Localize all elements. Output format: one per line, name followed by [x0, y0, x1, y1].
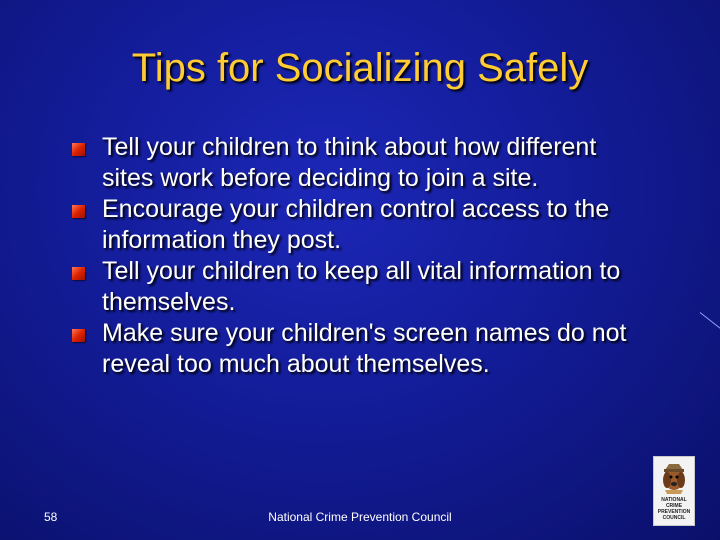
list-item	[72, 194, 632, 256]
square-bullet-icon	[72, 143, 85, 156]
dog-icon	[657, 460, 691, 494]
bullet-text: Encourage your children control access to the information they post.	[102, 195, 610, 254]
bullet-list	[72, 132, 632, 380]
logo-text: NATIONAL CRIME PREVENTION COUNCIL	[657, 497, 691, 521]
square-bullet-icon	[72, 205, 85, 218]
slide-title: Tips for Socializing Safely	[131, 46, 589, 90]
list-item	[72, 318, 632, 380]
footer-text: National Crime Prevention Council	[268, 510, 452, 524]
slide-number: 58	[44, 510, 58, 524]
square-bullet-icon	[72, 267, 85, 280]
list-item	[72, 256, 632, 318]
square-bullet-icon	[72, 329, 85, 342]
bullet-text: Tell your children to think about how different sites work before deciding to join a site.	[102, 133, 597, 192]
bullet-text: Tell your children to keep all vital information to themselves.	[102, 257, 621, 316]
bullet-text: Make sure your children's screen names do not reveal too much about themselves.	[102, 319, 627, 378]
mcgruff-dog-logo-icon	[653, 456, 695, 526]
decorative-line	[700, 312, 720, 337]
list-item	[72, 132, 632, 194]
